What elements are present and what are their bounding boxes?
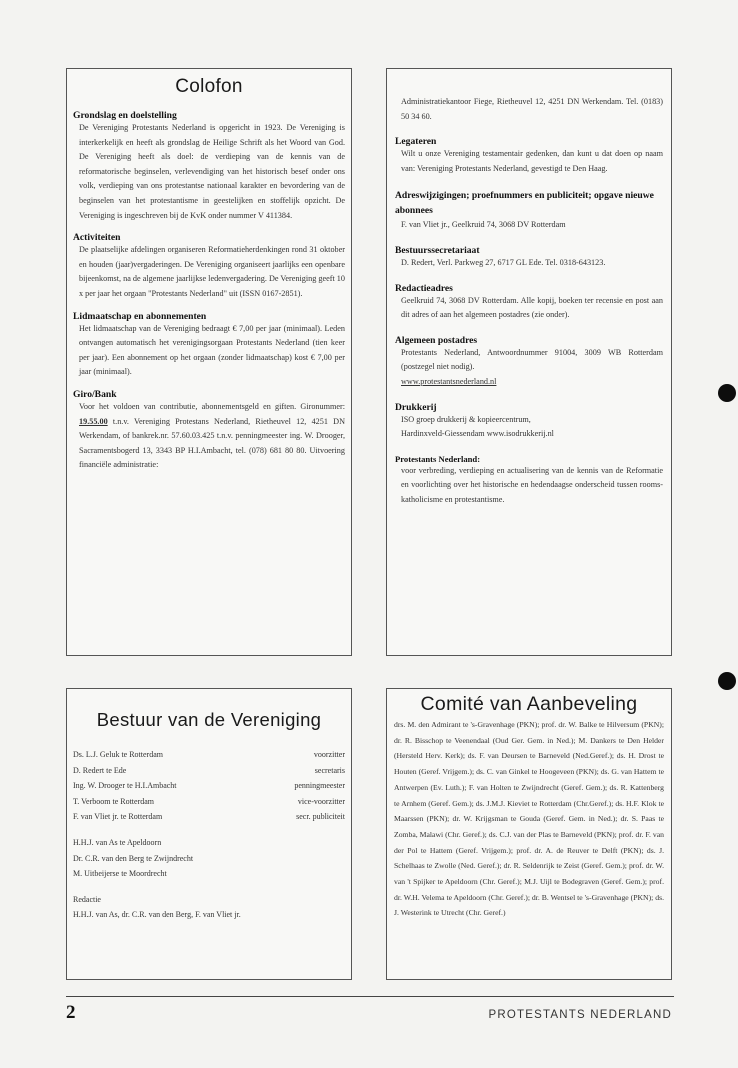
legaten-heading: Legateren <box>395 136 437 148</box>
member-row <box>73 794 345 810</box>
legaten-section <box>395 136 663 176</box>
bestuurs-heading: Bestuurssecretariaat <box>395 244 480 256</box>
gironummer: 19.55.00 <box>79 416 108 426</box>
member-name: T. Verboom te Rotterdam <box>73 796 155 806</box>
member-role: secretaris <box>314 765 345 775</box>
bestuur-box <box>66 688 352 980</box>
giro-section <box>73 389 345 473</box>
comite-title: Comité van Aanbeveling <box>420 693 638 715</box>
redactie-section <box>395 283 663 323</box>
postadres-section <box>395 335 663 390</box>
binder-hole <box>718 672 736 690</box>
grondslag-section <box>73 110 345 223</box>
member-name: F. van Vliet jr. te Rotterdam <box>73 812 163 822</box>
activiteiten-section <box>73 232 345 301</box>
activiteiten-text: De plaatselijke afdelingen organiseren Reformatieherdenkingen rond 31 oktober en houden (jaar)vergaderingen. De Vereniging organiseert jaarlijks een openbare bijeenkomst, na de algemene jaarlijkse ledenvergadering. De Vereniging geeft 10 x per jaar het orgaan "Protestants Nederland" uit (ISSN 0167-2851). <box>79 245 345 298</box>
member-role: vice-voorzitter <box>297 796 345 806</box>
drukkerij-line1: ISO groep drukkerij & kopieercentrum, <box>401 414 531 424</box>
pn-heading: Protestants Nederland: <box>395 453 481 464</box>
drukkerij-heading: Drukkerij <box>395 401 437 413</box>
redactie-names: H.H.J. van As, dr. C.R. van den Berg, F. van Vliet jr. <box>73 910 241 920</box>
member-row <box>73 747 345 763</box>
redactie-heading: Redactieadres <box>395 282 453 294</box>
adres-section <box>395 188 663 233</box>
contact-box <box>386 68 672 656</box>
admin-section <box>395 95 663 124</box>
member-name: Ds. L.J. Geluk te Rotterdam <box>73 750 163 759</box>
postadres-text: Protestants Nederland, Antwoordnummer 91004, 3009 WB Rotterdam (postzegel niet nodig). <box>401 347 663 372</box>
adres-heading: Adreswijzigingen; proefnummers en publiciteit; opgave nieuwe abonnees <box>395 190 654 217</box>
giro-heading: Giro/Bank <box>73 388 117 400</box>
drukkerij-line2: Hardinxveld-Giessendam www.isodrukkerij.nl <box>401 429 554 439</box>
pn-text: voor verbreding, verdieping en actualisering van de kennis van de Reformatie en voorlichting over het historische en hedendaagse onderscheid tussen rooms-katholicisme en protestantisme. <box>401 465 663 504</box>
other-member: Dr. C.R. van den Berg te Zwijndrecht <box>73 853 194 863</box>
giro-text-before: Voor het voldoen van contributie, abonnementsgeld en giften. Gironummer: <box>79 401 345 411</box>
lidmaatschap-text: Het lidmaatschap van de Vereniging bedraagt € 7,00 per jaar (minimaal). Leden ontvangen automatisch het verenigingsorgaan Protestants Nederland (tien keer per jaar). Een abonnement op het orgaan (zonder lidmaatschap) kost € 7,00 per jaar (minimaal). <box>79 323 345 377</box>
pn-section <box>395 454 663 508</box>
footer-divider <box>66 996 674 997</box>
bestuurs-text: D. Redert, Verl. Parkweg 27, 6717 GL Ede. Tel. 0318-643123. <box>401 257 606 267</box>
member-name: Ing. W. Drooger te H.I.Ambacht <box>73 781 177 791</box>
lidmaatschap-heading: Lidmaatschap en abonnementen <box>73 310 207 322</box>
giro-text-after: t.n.v. Vereniging Protestans Nederland, Rietheuvel 12, 4251 DN Werkendam, of bankrek.nr. 57.60.03.425 t.n.v. penningmeester ing. W. Drooger, Sacramentsbogerd 13, 3343 BP H.I.Ambacht, tel. (078) 681 80 80. Uitvoering financiële administratie: <box>79 416 345 470</box>
giro-text <box>79 400 345 473</box>
postadres-heading: Algemeen postadres <box>395 334 478 346</box>
bestuur-redactie <box>73 892 345 923</box>
grondslag-text: De Vereniging Protestants Nederland is opgericht in 1923. De Vereniging is interkerkelijk en heeft als grondslag de Heilige Schrift als het Woord van God. De Vereniging heeft als doel: de verdieping van de kennis van de reformatorische beginselen, verlevendiging van het historisch besef onder ons volk, verdieping van ons protestantse nationaal karakter en bevordering van de beginselen van het protestantisme in geestelijken en stoffelijk opzicht. De Vereniging is ingeschreven bij de KvK onder nummer V 411384. <box>79 123 345 220</box>
colofon-box <box>66 68 352 656</box>
adres-text: F. van Vliet jr., Geelkruid 74, 3068 DV Rotterdam <box>401 220 566 230</box>
member-role: secr. publiciteit <box>296 812 345 822</box>
comite-text: drs. M. den Admirant te 's-Gravenhage (PKN); prof. dr. W. Balke te Hilversum (PKN); dr. R. Bisschop te Veenendaal (Oud Ger. Gem. in Ned.); M. Dankers te Den Helder (Hersteld Herv. Kerk); ds. F. van Deursen te Barneveld (Ned.Geref.); ds. H. Drost te Houten (Geref. Vrijgem.); ds. C. van Ginkel te Hoogeveen (PKN); ds. G. van Hattem te Antwerpen (Ev. Luth.); F. van Holten te Zwijndrecht (Geref. Gem.); ds. R. Kattenberg te Arnhem (Geref. Gem.); ds. J.M.J. Kieviet te Rotterdam (Chr.Geref.); ds. H.F. Klok te Maarssen (PKN); dr. W. Krijgsman te Gouda (Geref. Gem. in Ned.); dr. S. Paas te Zomba, Malawi (Chr. Geref.); ds. C.J. van der Plas te Barneveld (PKN); prof. dr. F. van der Pol te Hattem (Geref. Vrijgem.); prof. dr. A. de Reuver te Delft (PKN); ds. J. Schelhaas te Zwolle (Ned. Geref.); dr. R. Seldenrijk te Zeist (Geref. Gem.); prof. dr. W. van 't Spijker te Apeldoorn (Chr. Geref.); M.J. Uijl te Bodegraven (Geref. Gem.); prof. dr. W.H. Velema te Apeldoorn (Chr. Geref.); dr. B. Wentsel te 's-Gravenhage (PKN); ds. J. Westerink te Utrecht (Chr. Geref.) <box>394 720 664 918</box>
page-number: 2 <box>66 1002 76 1023</box>
comite-box <box>386 688 672 980</box>
member-row <box>73 763 345 779</box>
member-row <box>73 778 345 794</box>
member-role: voorzitter <box>313 750 345 759</box>
binder-hole <box>718 384 736 402</box>
member-name: D. Redert te Ede <box>73 765 127 775</box>
member-row <box>73 809 345 825</box>
legaten-text: Wilt u onze Vereniging testamentair gedenken, dan kunt u dat doen op naam van: Vereniging Protestants Nederland, gevestigd te Den Haag. <box>401 149 663 173</box>
website-link[interactable]: www.protestantsnederland.nl <box>401 376 497 386</box>
drukkerij-section <box>395 402 663 442</box>
lidmaatschap-section <box>73 311 345 380</box>
admin-text: Administratiekantoor Fiege, Rietheuvel 12, 4251 DN Werkendam. Tel. (0183) 50 34 60. <box>401 97 663 121</box>
redactie-label: Redactie <box>73 894 101 904</box>
bestuurs-section <box>395 245 663 271</box>
footer-brand: PROTESTANTS NEDERLAND <box>488 1009 672 1021</box>
colofon-title: Colofon <box>175 76 243 97</box>
other-member: M. Uitbeijerse te Moordrecht <box>73 869 167 879</box>
other-member: H.H.J. van As te Apeldoorn <box>73 837 162 847</box>
bestuur-others <box>73 835 345 882</box>
redactie-text: Geelkruid 74, 3068 DV Rotterdam. Alle kopij, boeken ter recensie en post aan dit adres of aan het algemeen postadres (zie onder). <box>401 295 663 320</box>
grondslag-heading: Grondslag en doelstelling <box>73 110 177 121</box>
activiteiten-heading: Activiteiten <box>73 232 121 244</box>
bestuur-title: Bestuur van de Vereniging <box>96 709 322 730</box>
bestuur-members <box>73 747 345 825</box>
member-role: penningmeester <box>294 781 345 791</box>
